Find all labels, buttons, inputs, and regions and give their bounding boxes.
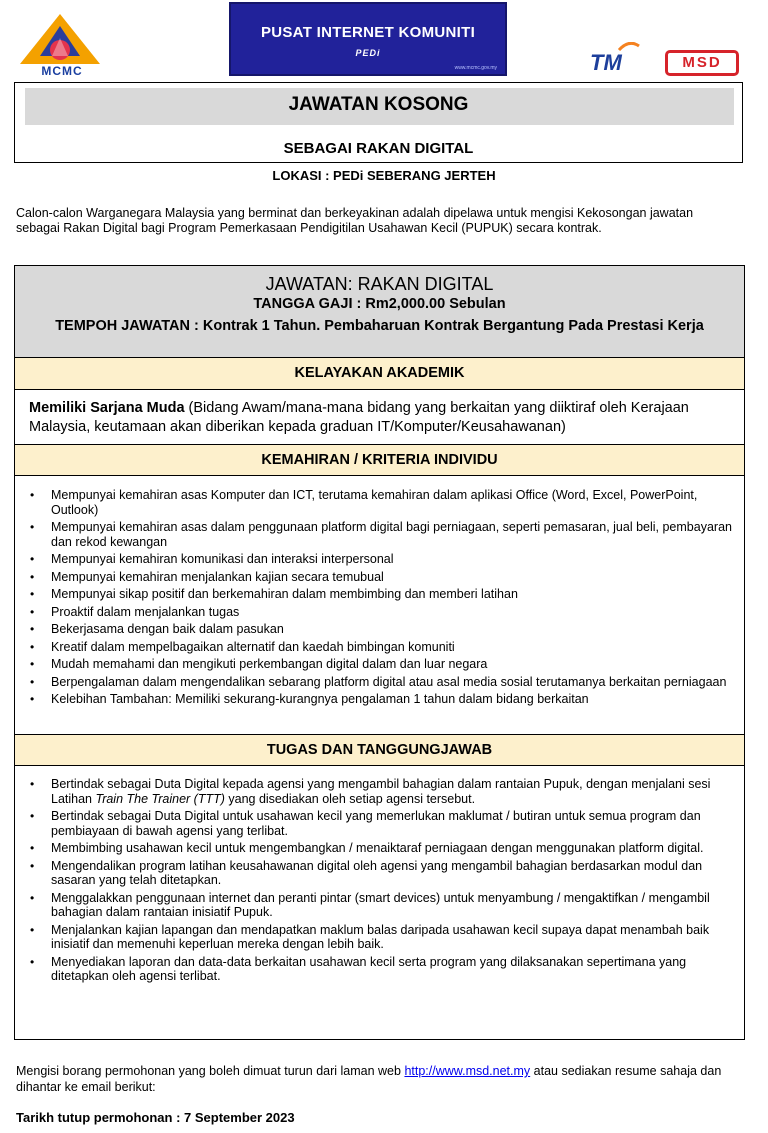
closing-date: Tarikh tutup permohonan : 7 September 2023 [16, 1110, 295, 1125]
skill-item: • Mudah memahami dan mengikuti perkembangan digital dalam dan luar negara [15, 657, 744, 672]
job-title: JAWATAN: RAKAN DIGITAL [265, 274, 494, 294]
page-title: JAWATAN KOSONG [288, 94, 469, 115]
pedi-url: www.mcmc.gov.my [454, 65, 497, 71]
task-item: • Menjalankan kajian lapangan dan mendapatkan maklum balas daripada usahawan kecil supaya dapat menambah baik inisiatif dan memenuhi keperluan mereka dengan lebih baik. [15, 923, 744, 952]
task-italic-text: Train The Trainer (TTT) [95, 791, 225, 806]
skill-item: • Bekerjasama dengan baik dalam pasukan [15, 622, 744, 637]
skill-item: • Mempunyai kemahiran komunikasi dan interaksi interpersonal [15, 552, 744, 567]
task-text: Bertindak sebagai Duta Digital kepada agensi yang mengambil bahagian dalam rantaian Pupuk, dengan menjalani sesi Latihan [51, 777, 711, 806]
skill-item: • Proaktif dalam menjalankan tugas [15, 605, 744, 620]
page-subtitle: SEBAGAI RAKAN DIGITAL [283, 140, 474, 157]
academic-requirement [29, 399, 735, 437]
skill-item: • Kreatif dalam mempelbagaikan alternatif dan kaedah bimbingan komuniti [15, 640, 744, 655]
location-label: LOKASI : PEDi SEBERANG JERTEH [272, 168, 496, 183]
msd-website-link[interactable]: http://www.msd.net.my [404, 1064, 531, 1078]
job-details-box [14, 265, 745, 1040]
tasks-heading: TUGAS DAN TANGGUNGJAWAB [15, 734, 744, 766]
skill-item: • Mempunyai kemahiran asas dalam penggunaan platform digital bagi perniagaan, seperti pemasaran, jual beli, pembayaran dan rekod kewangan [15, 520, 744, 549]
academic-heading: KELAYAKAN AKADEMIK [15, 358, 744, 390]
header-box [14, 82, 743, 163]
task-item: • Menyediakan laporan dan data-data berkaitan usahawan kecil serta program yang dilaksanakan sepertimana yang ditetapkan oleh agensi terlibat. [15, 955, 744, 984]
task-item: • Bertindak sebagai Duta Digital untuk usahawan kecil yang memerlukan maklumat / butiran untuk semua program dan pembiayaan di bawah agensi yang terlibat. [15, 809, 744, 838]
academic-degree: Memiliki Sarjana Muda [29, 400, 185, 416]
task-item: • Mengendalikan program latihan keusahawanan digital oleh agensi yang mengambil bahagian berdasarkan modul dan sasaran yang telah ditetapkan. [15, 859, 744, 888]
application-instructions [16, 1063, 740, 1095]
pedi-subtitle: PEDi [355, 48, 381, 58]
msd-logo: MSD [665, 50, 739, 76]
skills-list [15, 488, 744, 710]
skill-item: • Mempunyai sikap positif dan berkemahiran dalam membimbing dan memberi latihan [15, 587, 744, 602]
task-text: yang disediakan oleh setiap agensi tersebut. [224, 791, 476, 806]
pedi-title: PUSAT INTERNET KOMUNITI [260, 24, 476, 41]
skill-item: • Berpengalaman dalam mengendalikan sebarang platform digital atau asal media sosial terutamanya berkaitan perniagaan [15, 675, 744, 690]
skill-item: • Mempunyai kemahiran menjalankan kajian secara temubual [15, 570, 744, 585]
task-item [15, 777, 744, 806]
job-summary-section [15, 266, 744, 358]
task-item: • Membimbing usahawan kecil untuk mengembangkan / menaiktaraf perniagaan dengan menggunakan platform digital. [15, 841, 744, 856]
footer-text: Mengisi borang permohonan yang boleh dimuat turun dari laman web [16, 1064, 405, 1078]
footer-text: atau sediakan resume sahaja dan dihantar ke email berikut: [16, 1064, 722, 1094]
tm-logo: TM [590, 50, 622, 75]
skill-item: • Kelebihan Tambahan: Memiliki sekurang-kurangnya pengalaman 1 tahun dalam bidang berkaitan [15, 692, 744, 707]
pedi-banner-logo [229, 2, 507, 76]
job-tenure: TEMPOH JAWATAN : Kontrak 1 Tahun. Pembaharuan Kontrak Bergantung Pada Prestasi Kerja [55, 318, 704, 334]
job-salary: TANGGA GAJI : Rm2,000.00 Sebulan [253, 296, 506, 312]
task-item: • Menggalakkan penggunaan internet dan peranti pintar (smart devices) untuk menyambung / mengaktifkan / mengambil bahagian dalam rantaian inisiatif Pupuk. [15, 891, 744, 920]
skill-item: • Mempunyai kemahiran asas Komputer dan ICT, terutama kemahiran dalam aplikasi Office (Word, Excel, PowerPoint, Outlook) [15, 488, 744, 517]
skills-heading: KEMAHIRAN / KRITERIA INDIVIDU [15, 444, 744, 476]
mcmc-logo-text: MCMC [41, 64, 83, 78]
intro-paragraph: Calon-calon Warganegara Malaysia yang berminat dan berkeyakinan adalah dipelawa untuk mengisi Kekosongan jawatan sebagai Rakan Digital bagi Program Pemerkasaan Pendigitilan Usahawan Kecil (PUPUK) secara kontrak. [16, 206, 694, 235]
tasks-list [15, 777, 744, 987]
academic-detail: (Bidang Awam/mana-mana bidang yang berkaitan yang diiktiraf oleh Kerajaan Malaysia, keutamaan akan diberikan kepada graduan IT/Komputer/Keusahawanan) [29, 400, 689, 435]
